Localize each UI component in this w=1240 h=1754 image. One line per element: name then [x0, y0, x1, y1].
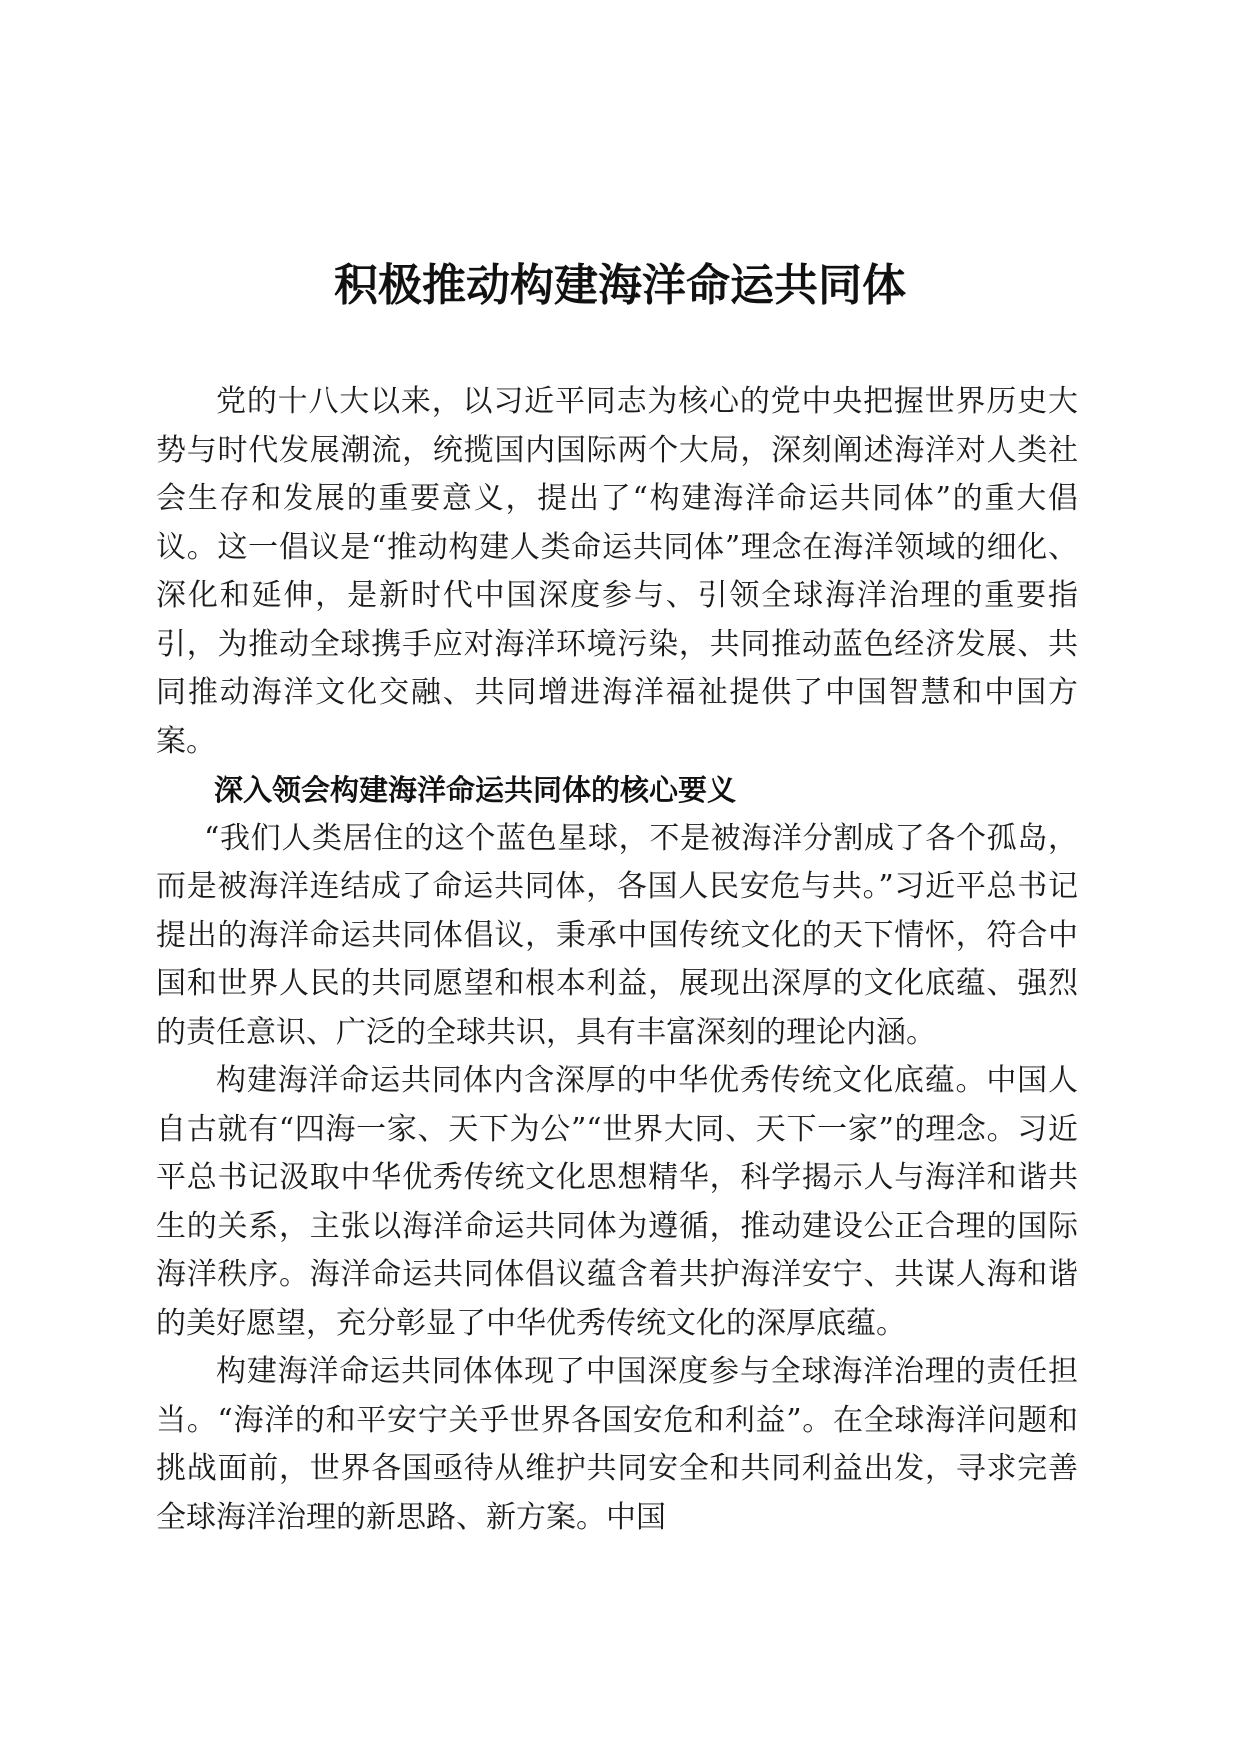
document-body: [156, 378, 1078, 1542]
document-title: 积极推动构建海洋命运共同体: [334, 260, 906, 311]
section-heading: 深入领会构建海洋命运共同体的核心要义: [214, 773, 737, 807]
intro-paragraph: 党的十八大以来，以习近平同志为核心的党中央把握世界历史大势与时代发展潮流，统揽国内国际两个大局，深刻阐述海洋对人类社会生存和发展的重要意义，提出了“构建海洋命运共同体”的重大倡议。这一倡议是“推动构建人类命运共同体”理念在海洋领域的细化、深化和延伸，是新时代中国深度参与、引领全球海洋治理的重要指引，为推动全球携手应对海洋环境污染，共同推动蓝色经济发展、共同推动海洋文化交融、共同增进海洋福祉提供了中国智慧和中国方案。: [156, 384, 1078, 759]
section-paragraph-3: 构建海洋命运共同体体现了中国深度参与全球海洋治理的责任担当。“海洋的和平安宁关乎世界各国安危和利益”。在全球海洋问题和挑战面前，世界各国亟待从维护共同安全和共同利益出发，寻求完善全球海洋治理的新思路、新方案。中国: [156, 1354, 1078, 1535]
section-paragraph-1: “我们人类居住的这个蓝色星球，不是被海洋分割成了各个孤岛，而是被海洋连结成了命运共同体，各国人民安危与共。”习近平总书记提出的海洋命运共同体倡议，秉承中国传统文化的天下情怀，符合中国和世界人民的共同愿望和根本利益，展现出深厚的文化底蕴、强烈的责任意识、广泛的全球共识，具有丰富深刻的理论内涵。: [156, 820, 1078, 1050]
section-paragraph-2: 构建海洋命运共同体内含深厚的中华优秀传统文化底蕴。中国人自古就有“四海一家、天下为公”“世界大同、天下一家”的理念。习近平总书记汲取中华优秀传统文化思想精华，科学揭示人与海洋和谐共生的关系，主张以海洋命运共同体为遵循，推动建设公正合理的国际海洋秩序。海洋命运共同体倡议蕴含着共护海洋安宁、共谋人海和谐的美好愿望，充分彰显了中华优秀传统文化的深厚底蕴。: [156, 1063, 1078, 1341]
